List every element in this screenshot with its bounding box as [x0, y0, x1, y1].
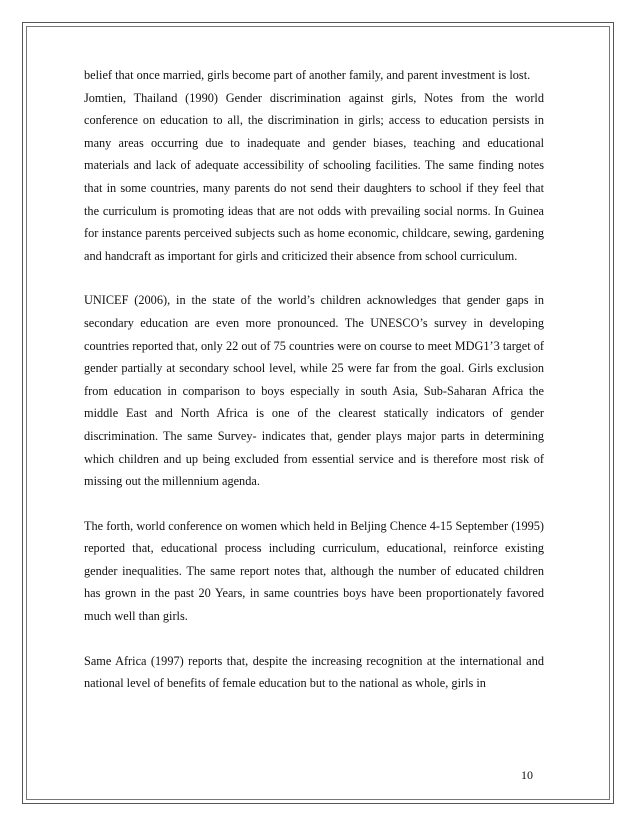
paragraph-continuation: belief that once married, girls become part of another family, and parent investment is lost. [84, 68, 531, 82]
document-body [84, 64, 544, 695]
paragraph-jomtien: Jomtien, Thailand (1990) Gender discrimination against girls, Notes from the world conference on education to all, the discrimination in girls; access to education persists in many areas occurring due to inadequate and gender biases, teaching and educational materials and lack of adequate accessibility of schooling facilities. The same finding notes that in some countries, many parents do not send their daughters to school if they feel that the curriculum is promoting ideas that are not odds with prevailing social norms. In Guinea for instance parents perceived subjects such as home economic, childcare, sewing, gardening and handcraft as important for girls and criticized their absence from school curriculum. [84, 90, 544, 263]
paragraph-unicef: UNICEF (2006), in the state of the world’s children acknowledges that gender gaps in secondary education are even more pronounced. The UNESCO’s survey in developing countries reported that, only 22 out of 75 countries were on course to meet MDG1’3 target of gender partially at secondary school level, while 25 were far from the goal. Girls exclusion from education in comparison to boys especially in south Asia, Sub-Saharan Africa the middle East and North Africa is one of the clearest statically indicators of gender discrimination. The same Survey- indicates that, gender plays major parts in determining which children and up being excluded from essential service and is therefore most risk of missing out the millennium agenda. [84, 293, 544, 489]
paragraph-gap [84, 493, 544, 515]
paragraph-gap [84, 267, 544, 289]
paragraph-world-conference: The forth, world conference on women which held in Beljing Chence 4-15 September (1995) reported that, educational process including curriculum, educational, reinforce existing gender inequalities. The same report notes that, although the number of educated children has grown in the past 20 Years, in same countries boys have been proportionately favored much well than girls. [84, 518, 544, 624]
paragraph-same-africa: Same Africa (1997) reports that, despite the increasing recognition at the international and national level of benefits of female education but to the national as whole, girls in [84, 653, 544, 691]
page-number: 10 [521, 768, 533, 782]
paragraph-gap [84, 628, 544, 650]
